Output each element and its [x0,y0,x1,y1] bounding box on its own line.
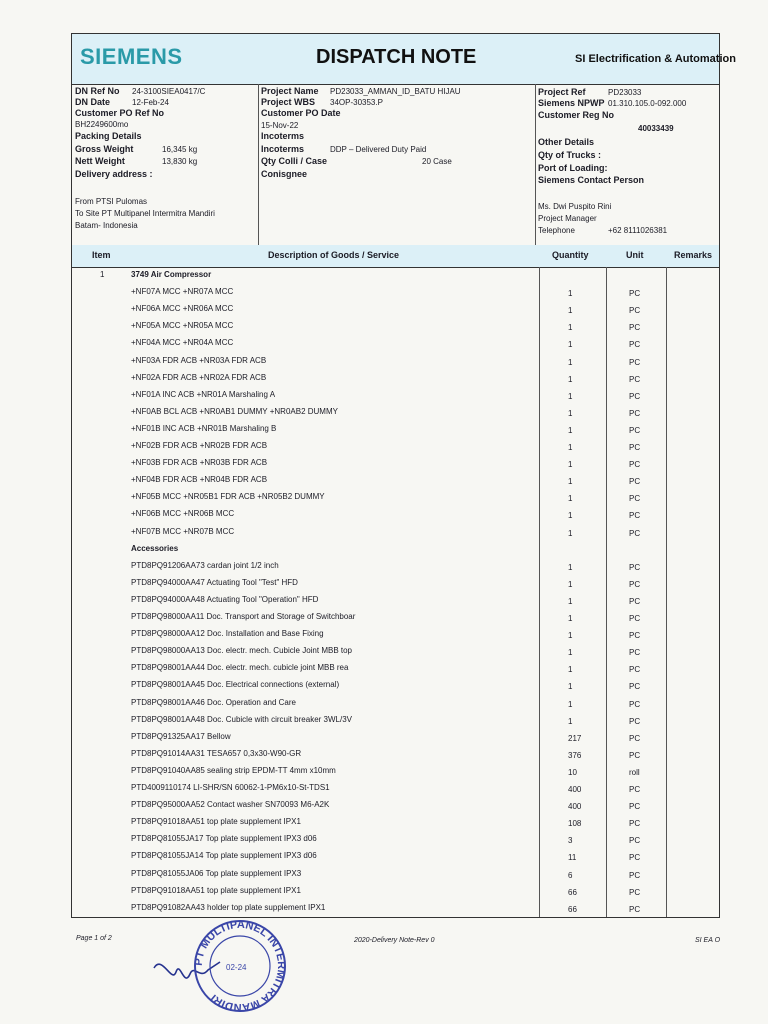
row-description: PTD8PQ91018AA51 top plate supplement IPX1 [131,885,301,895]
row-description: PTD8PQ98001AA45 Doc. Electrical connections (external) [131,680,340,690]
row-description: +NF02A FDR ACB +NR02A FDR ACB [131,372,267,382]
row-description: +NF06A MCC +NR06A MCC [131,304,234,314]
row-quantity: 400 [568,785,582,794]
row-unit: PC [629,904,641,914]
dn-date-label: DN Date [75,97,111,107]
row-quantity: 376 [568,750,582,760]
row-quantity: 1 [568,562,573,572]
row-description: PTD8PQ94000AA47 Actuating Tool "Test" HFD [131,577,298,587]
siemens-logo: SIEMENS [80,44,183,69]
row-quantity: 1 [568,596,573,606]
row-unit: PC [629,665,641,675]
info-divider-2 [535,84,536,245]
division-name: SI Electrification & Automation [575,53,736,65]
row-description: PTD8PQ98000AA11 Doc. Transport and Storage of Switchboar [131,612,356,621]
nett-weight-label: Nett Weight [75,156,125,166]
row-quantity: 1 [568,391,573,401]
row-quantity: 1 [568,511,573,521]
row-quantity: 1 [568,665,573,675]
dispatch-note-frame [71,33,736,918]
row-description: PTD8PQ91206AA73 cardan joint 1/2 inch [131,560,279,570]
quantity-column-line [539,267,540,917]
col-unit-header: Unit [626,250,644,260]
row-unit: PC [629,733,641,743]
department-code: SI EA O [695,937,721,944]
row-quantity: 3 [568,836,573,846]
row-quantity: 1 [568,425,573,435]
row-description: PTD8PQ81055JA17 Top plate supplement IPX3 d06 [131,834,317,844]
row-unit: PC [629,443,641,452]
unit-column-line [606,267,607,917]
row-description: PTD8PQ81055JA06 Top plate supplement IPX3 [131,868,302,878]
contact-role: Project Manager [538,214,597,223]
project-name-value: PD23033_AMMAN_ID_BATU HIJAU [330,87,461,96]
stamp-ring-text: PT MULTIPANEL INTERMITRA MANDIRI [192,918,288,1014]
row-quantity: 1 [568,323,573,333]
row-unit: PC [629,750,641,760]
customer-po-ref-label: Customer PO Ref No [75,108,165,118]
customer-po-date-value: 15-Nov-22 [261,121,299,130]
col-item-header: Item [92,250,111,260]
contact-name: Ms. Dwi Puspito Rini [538,202,612,211]
dn-date-value: 12-Feb-24 [132,98,169,107]
address-line-2: To Site PT Multipanel Intermitra Mandiri [75,209,215,218]
row-description: PTD8PQ98001AA44 Doc. electr. mech. cubicle joint MBB rea [131,663,349,673]
row-description: Accessories [131,543,179,553]
other-details-label: Other Details [538,137,595,147]
row-quantity: 108 [568,819,582,829]
row-description: +NF04A MCC +NR04A MCC [131,338,234,348]
siemens-npwp-value: 01.310.105.0-092.000 [608,99,687,108]
nett-weight-value: 13,830 kg [162,157,198,166]
siemens-npwp-label: Siemens NPWP [538,98,605,108]
dn-ref-value: 24-3100SIEA0417/C [132,87,206,96]
row-quantity: 1 [568,682,573,692]
row-unit: PC [629,802,641,812]
customer-po-ref-value: BH2249600mo [75,120,129,129]
row-description: PTD8PQ98001AA46 Doc. Operation and Care [131,697,296,707]
row-description: PTD8PQ95000AA52 Contact washer SN70093 M6-A2K [131,800,330,810]
info-block [72,84,719,246]
row-quantity: 1 [568,716,573,726]
col-quantity-header: Quantity [552,250,589,260]
row-quantity: 1 [568,631,573,641]
row-quantity: 1 [568,477,573,487]
incoterms-value: DDP – Delivered Duty Paid [330,145,427,154]
row-description: +NF05A MCC +NR05A MCC [131,321,234,331]
row-description: +NF07A MCC +NR07A MCC [131,287,234,297]
project-wbs-value: 34OP-30353.P [330,98,383,107]
row-unit: PC [629,819,641,829]
qty-colli-label: Qty Colli / Case [261,156,328,166]
row-description: +NF07B MCC +NR07B MCC [131,526,235,536]
row-quantity: 217 [568,733,582,743]
row-quantity: 66 [568,904,577,914]
col-description-header: Description of Goods / Service [268,250,400,260]
row-unit: PC [629,631,641,641]
telephone-label: Telephone [538,226,575,235]
qty-colli-value: 20 Case [422,157,452,166]
row-unit: PC [629,579,641,589]
document-title: DISPATCH NOTE [316,46,477,68]
row-description: +NF04B FDR ACB +NR04B FDR ACB [131,475,268,485]
row-unit: PC [629,648,641,658]
row-quantity: 66 [568,887,577,897]
address-line-1: From PTSI Pulomas [75,197,148,206]
row-unit: PC [629,323,641,333]
row-description: PTD8PQ98000AA13 Doc. electr. mech. Cubicle Joint MBB top [131,646,352,656]
row-unit: PC [629,870,641,880]
row-quantity: 1 [568,340,573,350]
row-unit: PC [629,408,641,418]
stamp-date: 02-24 [226,963,247,972]
info-divider-1 [258,84,259,245]
row-description: PTD8PQ81055JA14 Top plate supplement IPX3 d06 [131,851,317,861]
siemens-contact-label: Siemens Contact Person [538,175,645,185]
row-description: +NF03A FDR ACB +NR03A FDR ACB [131,355,267,365]
row-quantity: 400 [568,802,582,812]
gross-weight-label: Gross Weight [75,144,134,154]
dn-ref-label: DN Ref No [75,86,120,96]
row-description: PTD8PQ91018AA51 top plate supplement IPX1 [131,817,301,827]
row-unit: PC [629,306,641,316]
row-unit: roll [629,767,640,777]
row-unit: PC [629,357,641,367]
items-table-header [72,245,719,268]
incoterms-label: Incoterms [261,144,305,154]
row-description: PTD8PQ98001AA48 Doc. Cubicle with circuit breaker 3WL/3V [131,714,352,724]
address-line-3: Batam- Indonesia [75,221,138,230]
row-quantity: 1 [568,648,573,658]
row-quantity: 1 [568,374,573,384]
row-quantity: 1 [568,306,573,316]
project-wbs-label: Project WBS [261,97,316,107]
row-unit: PC [629,494,641,504]
document-header [72,34,736,85]
row-unit: PC [629,836,641,846]
customer-reg-label: Customer Reg No [538,110,615,120]
row-quantity: 11 [568,853,577,863]
row-unit: PC [629,716,641,726]
row-unit: PC [629,785,641,794]
telephone-value: +62 8111026381 [608,226,668,235]
row-quantity: 1 [568,528,573,538]
row-quantity: 1 [568,494,573,504]
row-description: 3749 Air Compressor [131,270,212,279]
row-description: +NF05B MCC +NR05B1 FDR ACB +NR05B2 DUMMY [131,492,325,502]
row-description: PTD8PQ91040AA85 sealing strip EPDM-TT 4mm x10mm [131,765,336,775]
row-unit: PC [629,596,641,606]
row-unit: PC [629,477,641,487]
row-quantity: 1 [568,408,573,418]
port-loading-label: Port of Loading: [538,163,608,173]
row-unit: PC [629,853,641,863]
row-description: +NF01A INC ACB +NR01A Marshaling A [131,389,276,399]
row-description: +NF0AB BCL ACB +NR0AB1 DUMMY +NR0AB2 DUMMY [131,406,338,416]
row-unit: PC [629,682,641,692]
gross-weight-value: 16,345 kg [162,145,198,154]
row-description: PTD8PQ91325AA17 Bellow [131,731,231,741]
company-stamp [150,914,300,1019]
row-unit: PC [629,374,641,384]
row-description: +NF01B INC ACB +NR01B Marshaling B [131,423,277,433]
row-unit: PC [629,528,641,538]
packing-details-label: Packing Details [75,131,142,141]
project-ref-label: Project Ref [538,87,586,97]
row-item-number: 1 [100,270,105,279]
page-number: Page 1 of 2 [76,935,112,942]
row-quantity: 1 [568,579,573,589]
row-unit: PC [629,511,641,521]
row-unit: PC [629,562,641,572]
row-description: PTD8PQ98000AA12 Doc. Installation and Base Fixing [131,629,324,639]
row-unit: PC [629,340,641,350]
row-quantity: 1 [568,289,573,299]
row-quantity: 6 [568,870,573,880]
row-quantity: 1 [568,460,573,470]
row-description: PTD8PQ91082AA43 holder top plate supplement IPX1 [131,902,326,912]
row-description: PTD8PQ94000AA48 Actuating Tool "Operation" HFD [131,594,319,604]
customer-po-date-label: Customer PO Date [261,108,341,118]
row-unit: PC [629,614,641,623]
project-ref-value: PD23033 [608,88,642,97]
col-remarks-header: Remarks [674,250,713,260]
row-unit: PC [629,391,641,401]
row-quantity: 1 [568,614,573,623]
form-version: 2020-Delivery Note-Rev 0 [354,937,435,944]
row-quantity: 1 [568,443,573,452]
row-description: PTD8PQ91014AA31 TESA657 0,3x30-W90-GR [131,748,302,758]
row-quantity: 1 [568,357,573,367]
row-unit: PC [629,460,641,470]
qty-trucks-label: Qty of Trucks : [538,150,602,160]
row-quantity: 1 [568,699,573,709]
row-unit: PC [629,425,641,435]
row-quantity: 10 [568,767,577,777]
row-description: +NF06B MCC +NR06B MCC [131,509,235,519]
remarks-column-line [666,267,667,917]
row-unit: PC [629,699,641,709]
row-description: +NF02B FDR ACB +NR02B FDR ACB [131,441,268,450]
incoterms-title: Incoterms [261,131,305,141]
row-unit: PC [629,887,641,897]
row-description: +NF03B FDR ACB +NR03B FDR ACB [131,458,268,468]
project-name-label: Project Name [261,86,319,96]
row-unit: PC [629,289,641,299]
delivery-address-label: Delivery address : [75,169,153,179]
consignee-label: Conisgnee [261,169,308,179]
row-description: PTD4009110174 LI-SHR/SN 60062-1-PM6x10-St-TDS1 [131,783,330,792]
customer-reg-value: 40033439 [638,124,674,133]
